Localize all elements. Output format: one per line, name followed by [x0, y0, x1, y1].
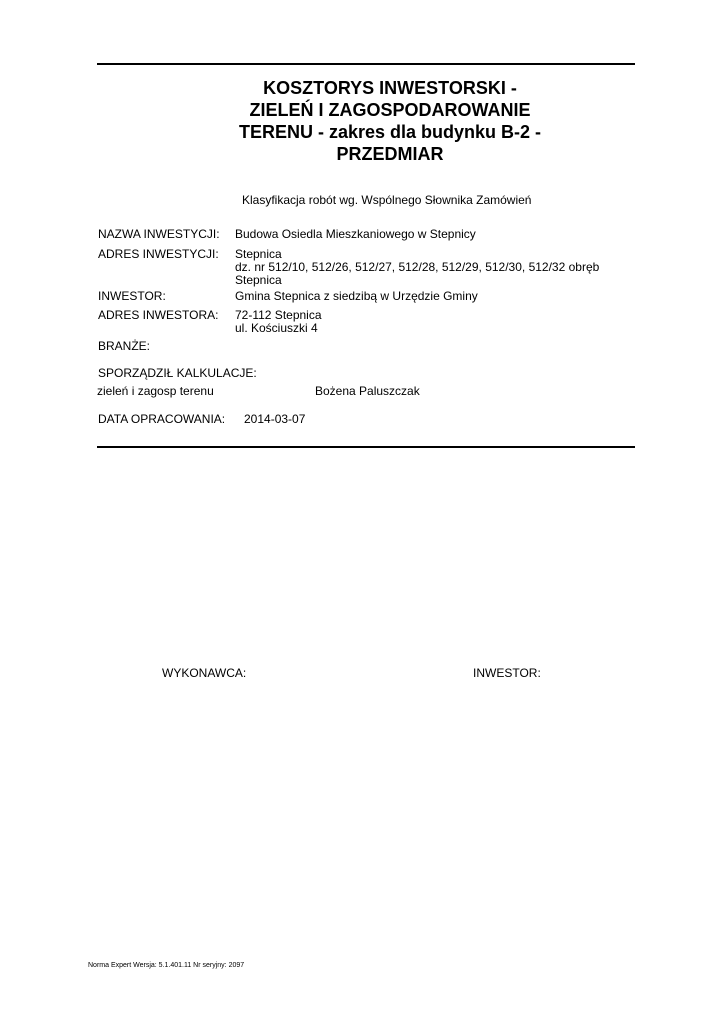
investment-address-value	[235, 248, 599, 287]
investment-address-label: ADRES INWESTYCJI:	[98, 247, 219, 261]
investment-address-line-3: Stepnica	[235, 273, 282, 287]
classification-note: Klasyfikacja robót wg. Wspólnego Słownika Zamówień	[242, 193, 532, 207]
software-footer: Norma Expert Wersja: 5.1.401.11 Nr seryjny: 2097	[88, 962, 245, 969]
investment-address-line-2: dz. nr 512/10, 512/26, 512/27, 512/28, 512/29, 512/30, 512/32 obręb	[235, 260, 600, 274]
title-line-3: TERENU - zakres dla budynku B-2 -	[238, 122, 542, 142]
investor-address-line-1: 72-112 Stepnica	[235, 308, 322, 322]
prepared-by-label: SPORZĄDZIŁ KALKULACJE:	[98, 366, 257, 380]
bottom-rule	[97, 446, 635, 448]
title-line-1: KOSZTORYS INWESTORSKI -	[263, 78, 517, 98]
prepared-by-person: Bożena Paluszczak	[315, 384, 420, 398]
branches-label: BRANŻE:	[98, 339, 151, 353]
title-line-2: ZIELEŃ I ZAGOSPODAROWANIE	[249, 100, 531, 120]
top-rule	[97, 63, 635, 65]
investor-signature-label: INWESTOR:	[473, 666, 541, 680]
investment-address-line-1: Stepnica	[235, 247, 282, 261]
contractor-signature-label: WYKONAWCA:	[162, 666, 247, 680]
document-title	[220, 77, 560, 165]
investor-address-line-2: ul. Kościuszki 4	[235, 321, 318, 335]
investor-address-value	[235, 309, 322, 335]
title-line-4: PRZEDMIAR	[336, 144, 444, 164]
date-label: DATA OPRACOWANIA:	[98, 412, 226, 426]
investor-address-label: ADRES INWESTORA:	[98, 308, 219, 322]
investor-value: Gmina Stepnica z siedzibą w Urzędzie Gminy	[235, 289, 478, 303]
investor-label: INWESTOR:	[98, 289, 166, 303]
investment-name-label: NAZWA INWESTYCJI:	[98, 227, 220, 241]
date-value: 2014-03-07	[244, 412, 306, 426]
prepared-by-scope: zieleń i zagosp terenu	[97, 384, 214, 398]
investment-name-value: Budowa Osiedla Mieszkaniowego w Stepnicy	[235, 227, 476, 241]
